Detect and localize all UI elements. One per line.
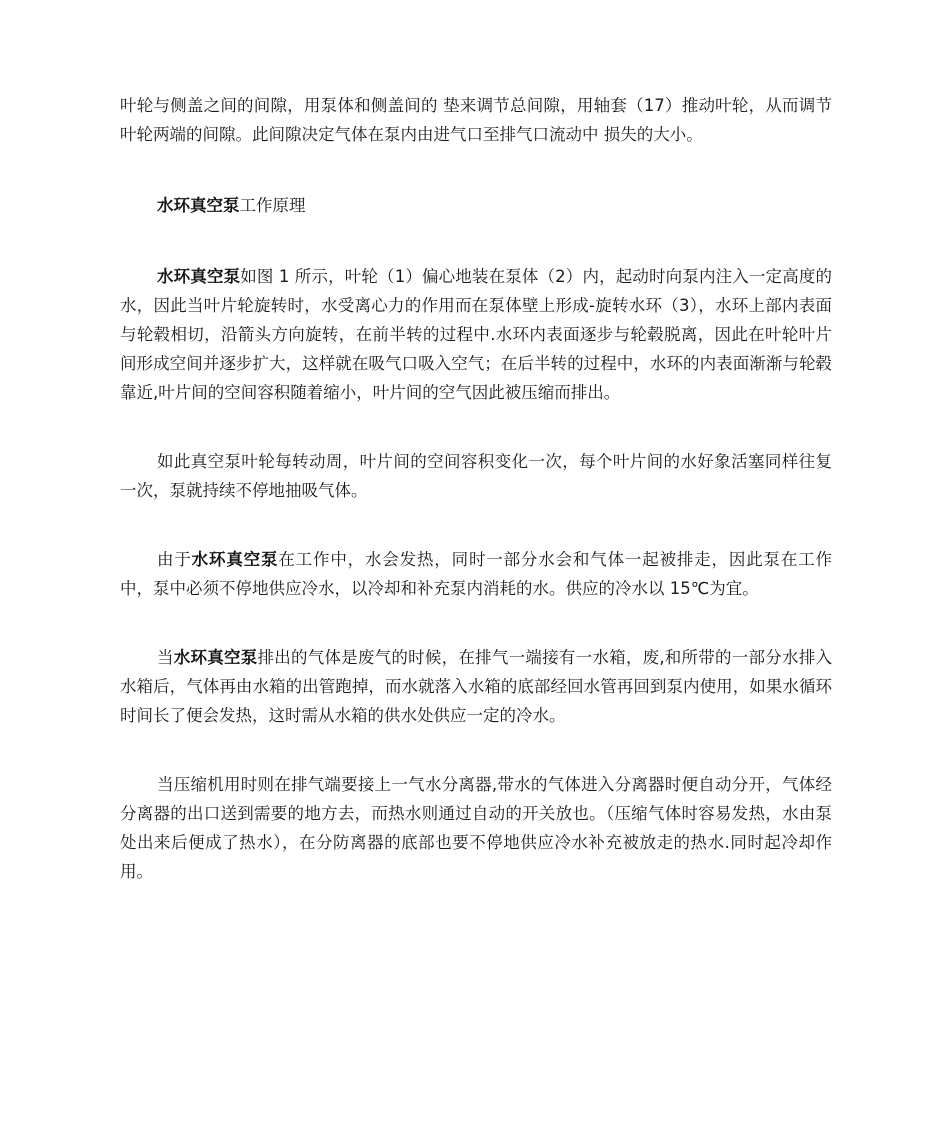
text-segment: 排出的气体是废气的时候，在排气一端接有一水箱，废,和所带的一部分水排入水箱后，气体再由水箱的出管跑掉，而水就落入水箱的底部经回水管再回到泵内使用，如果水循环时间长了便会发热，这时需从水箱的供水处供应一定的冷水。 bbox=[120, 648, 833, 725]
paragraph-principle bbox=[120, 262, 832, 407]
paragraph-compressor bbox=[120, 770, 832, 886]
paragraph-impeller-gap bbox=[120, 91, 832, 149]
text-segment: 当 bbox=[157, 648, 174, 667]
text-segment: 如图 1 所示，叶轮（1）偏心地装在泵体（2）内，起动时向泵内注入一定高度的水，因此当叶片轮旋转时，水受离心力的作用而在泵体壁上形成-旋转水环（3），水环上部内表面与轮毂相切，沿箭头方向旋转，在前半转的过程中.水环内表面逐步与轮毂脱离，因此在叶轮叶片间形成空间并逐步扩大，这样就在吸气口吸入空气；在后半转的过程中，水环的内表面渐渐与轮毂靠近,叶片间的空间容积随着缩小，叶片间的空气因此被压缩而排出。 bbox=[120, 267, 832, 402]
paragraph-gap bbox=[120, 407, 832, 447]
paragraph-gap bbox=[120, 730, 832, 770]
paragraph-gap bbox=[120, 505, 832, 545]
text-segment: 当压缩机用时则在排气端要接上一气水分离器,带水的气体进入分离器时便自动分开，气体经分离器的出口送到需要的地方去，而热水则通过自动的开关放也。（压缩气体时容易发热，水由泵处出来后便成了热水），在分防离器的底部也要不停地供应冷水补充被放走的热水.同时起冷却作用。 bbox=[120, 775, 832, 881]
document-page bbox=[120, 91, 832, 886]
bold-term: 水环真空泵 bbox=[191, 550, 279, 569]
text-segment: 如此真空泵叶轮每转动周，叶片间的空间容积变化一次，每个叶片间的水好象活塞同样往复一次，泵就持续不停地抽吸气体。 bbox=[120, 452, 832, 500]
paragraph-gap bbox=[120, 220, 832, 262]
text-segment: 工作原理 bbox=[239, 196, 306, 215]
paragraph-cooling-water bbox=[120, 545, 832, 603]
text-segment: 叶轮与侧盖之间的间隙，用泵体和侧盖间的 垫来调节总间隙，用轴套（17）推动叶轮，从而调节叶轮两端的间隙。此间隙决定气体在泵内由进气口至排气口流动中 损失的大小。 bbox=[120, 96, 832, 144]
paragraph-gap bbox=[120, 603, 832, 643]
paragraph-rotation bbox=[120, 447, 832, 505]
bold-term: 水环真空泵 bbox=[173, 648, 258, 667]
paragraph-gap bbox=[120, 149, 832, 191]
bold-term: 水环真空泵 bbox=[157, 267, 241, 286]
paragraph-exhaust-tank bbox=[120, 643, 832, 730]
text-segment: 由于 bbox=[157, 550, 192, 569]
section-heading bbox=[120, 191, 832, 220]
bold-term: 水环真空泵 bbox=[157, 196, 240, 215]
text-segment: 在工作中，水会发热，同时一部分水会和气体一起被排走，因此泵在工作中，泵中必须不停地供应冷水，以冷却和补充泵内消耗的水。供应的冷水以 15℃为宜。 bbox=[120, 550, 833, 598]
